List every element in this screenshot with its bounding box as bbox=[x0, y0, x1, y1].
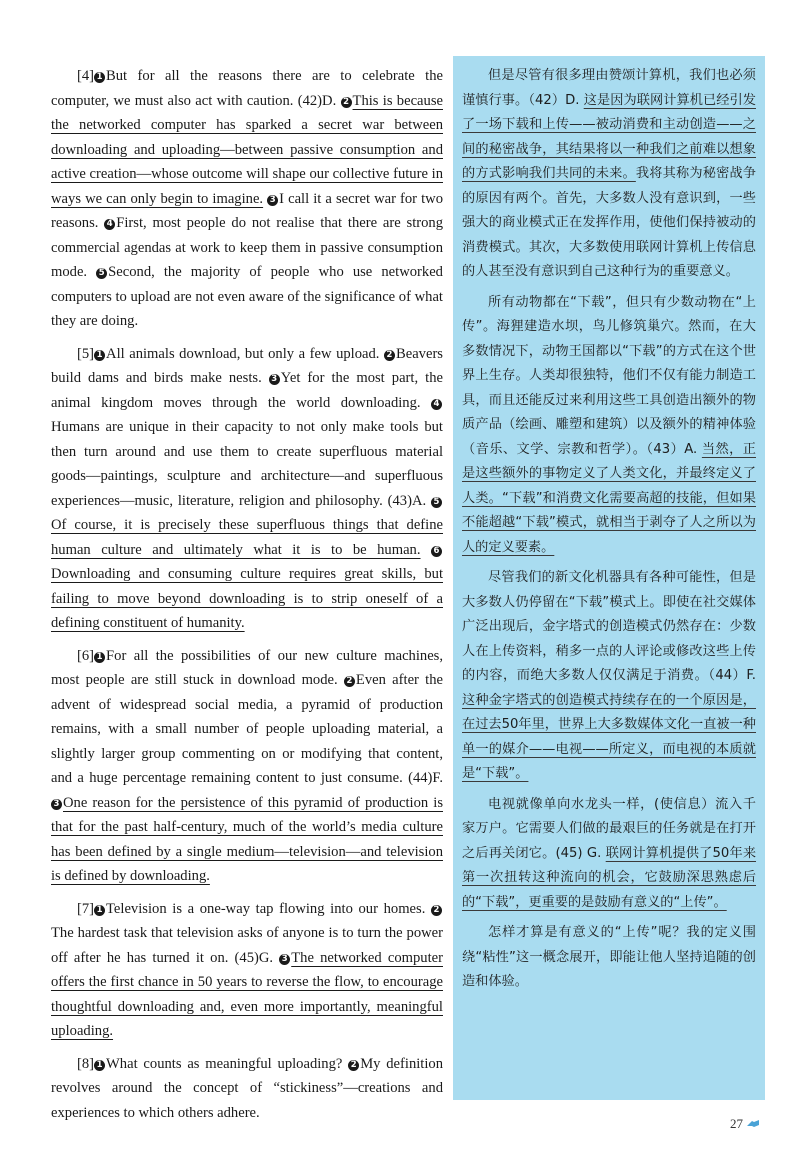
english-column bbox=[51, 64, 443, 1133]
sentence-marker-5: 5 bbox=[96, 268, 107, 279]
sentence-marker-1: 1 bbox=[94, 72, 105, 83]
paragraph-5: [5] 1 All animals download, but only a few upload. 2 Beavers build dams and birds make nests. 3 Yet for the most part, the animal kingdom moves through the world downloading. 4Humans are unique in their capacity to not only make tools but then turn around and use them to create superfluous material goods—paintings, sculpture and architecture—and superfluous experiences—music, literature, religion and philosophy. (43)A. 5Of course, it is precisely these superfluous things that define human culture and ultimately what it is to be human. 6Downloading and consuming culture requires great skills, but failing to move beyond downloading is to strip oneself of a defining constituent of humanity. bbox=[51, 345, 443, 631]
paragraph-6: [6] 1 For all the possibilities of our new culture machines, most people are still stuck in download mode. 2 Even after the advent of widespread social media, a pyramid of production remains, with a small number of people uploading material, a slightly larger group commenting on or modifying that content, and a huge percentage remaining content to just consume. (44)F. 3 One reason for the persistence of this pyramid of production is that for the past half-century, much of the world’s media culture has been defined by a single medium—television—and television is defined by downloading. bbox=[51, 647, 443, 884]
sentence-marker-4: 4 bbox=[431, 399, 442, 410]
underlined-translation: 这是因为联网计算机已经引发了一场下载和上传——被动消费和主动创造——之间的秘密战争，其结果将以一种我们之前难以想象的方式影响我们共同的未来。 bbox=[462, 92, 756, 181]
paragraph-number: [7] bbox=[77, 900, 95, 917]
paragraph-7: [7] 1 Television is a one-way tap flowing into our homes. 2The hardest task that television asks of anyone is to turn the power off after he has turned it on. (45)G. 3 The networked computer offers the first chance in 50 years to reverse the flow, to encourage thoughtful downloading and, even more importantly, meaningful uploading. bbox=[51, 900, 443, 1039]
underlined-sentence: This is because the networked computer has sparked a secret war between downloading and uploading—between passive consumption and active creation—whose outcome will shape our collective future in ways we can only begin to imagine. bbox=[51, 92, 443, 207]
underlined-translation: “下载”和消费文化需要高超的技能，但如果不能超越“下载”模式，就相当于剥夺了人之所以为人的定义要素。 bbox=[462, 490, 756, 555]
underlined-translation: 当然，正是这些额外的事物定义了人类文化，并最终定义了人类。 bbox=[462, 441, 756, 506]
chinese-translation-panel bbox=[453, 56, 765, 1100]
translation-paragraph-8: 怎样才算是有意义的“上传”呢？我的定义围绕“粘性”这一概念展开，即能让他人坚持追随的创造和体验。 bbox=[462, 925, 756, 989]
sentence-marker-5: 5 bbox=[431, 497, 442, 508]
sentence-marker-4: 4 bbox=[104, 219, 115, 230]
underlined-translation: 联网计算机提供了50年来第一次扭转这种流向的机会，它鼓励深思熟虑后的“下载”，更重要的是鼓励有意义的“上传”。 bbox=[462, 845, 757, 910]
paragraph-4: [4] 1 But for all the reasons there are to celebrate the computer, we must also act with caution. (42)D. 2 This is because the networked computer has sparked a secret war between downloading and uploading—between passive consumption and active creation—whose outcome will shape our collective future in ways we can only begin to imagine. 3 I call it a secret war for two reasons. 4 First, most people do not realise that there are strong commercial agendas at work to keep them in passive consumption mode. 5 Second, the majority of people who use networked computers to upload are not even aware of the significance of what they are doing. bbox=[51, 68, 444, 329]
sentence-marker-1: 1 bbox=[94, 1060, 105, 1071]
sentence-marker-3: 3 bbox=[267, 195, 278, 206]
sentence-marker-3: 3 bbox=[269, 374, 280, 385]
sentence-marker-3: 3 bbox=[51, 799, 62, 810]
sentence-marker-3: 3 bbox=[279, 954, 290, 965]
paragraph-number: [4] bbox=[77, 68, 95, 84]
paragraph-number: [5] bbox=[77, 345, 95, 362]
sentence-marker-2: 2 bbox=[344, 676, 355, 687]
sentence-marker-1: 1 bbox=[94, 652, 105, 663]
sentence-marker-1: 1 bbox=[94, 350, 105, 361]
underlined-sentence: The networked computer offers the first chance in 50 years to reverse the flow, to encourage thoughtful downloading and, even more importantly, meaningful uploading. bbox=[51, 949, 443, 1039]
translation-paragraph-7: 电视就像单向水龙头一样，(使信息）流入千家万户。它需要人们做的最艰巨的任务就是在打开之后再关闭它。(45) G. 联网计算机提供了50年来第一次扭转这种流向的机会，它鼓励深思熟虑后的“下载”，更重要的是鼓励有意义的“上传”。 bbox=[462, 796, 757, 910]
sentence-marker-2: 2 bbox=[384, 350, 395, 361]
paragraph-number: [8] bbox=[77, 1055, 95, 1072]
underlined-sentence: Of course, it is precisely these superfluous things that define human culture and ultimately what it is to be human. bbox=[51, 517, 443, 558]
underlined-sentence: Downloading and consuming culture requires great skills, but failing to move beyond downloading is to strip oneself of a defining constituent of humanity. bbox=[51, 566, 443, 631]
sentence-marker-2: 2 bbox=[431, 905, 442, 916]
translation-paragraph-6: 尽管我们的新文化机器具有各种可能性，但是大多数人仍停留在“下载”模式上。即使在社交媒体广泛出现后，金字塔式的创造模式仍然存在：少数人在上传资料，稍多一点的人评论或修改这些上传的内容，而绝大多数人仅仅满足于消费。（44）F. 这种金字塔式的创造模式持续存在的一个原因是，在过去50年里，世界上大多数媒体文化一直被一种单一的媒介——电视——所定义，而电视的本质就是“下载”。 bbox=[462, 570, 756, 781]
sentence-marker-1: 1 bbox=[94, 905, 105, 916]
book-corner-icon bbox=[746, 1119, 760, 1128]
page-number: 27 bbox=[730, 1116, 743, 1131]
translation-paragraph-4: 但是尽管有很多理由赞颂计算机，我们也必须谨慎行事。（42）D. 这是因为联网计算机已经引发了一场下载和上传——被动消费和主动创造——之间的秘密战争，其结果将以一种我们之前难以想象的方式影响我们共同的未来。我将其称为秘密战争的原因有两个。首先，大多数人没有意识到，一些强大的商业模式正在发挥作用，使他们保持被动的消费模式。其次，大多数使用联网计算机上传信息的人甚至没有意识到自己这种行为的重要意义。 bbox=[462, 68, 757, 279]
sentence-marker-6: 6 bbox=[431, 546, 442, 557]
paragraph-number: [6] bbox=[77, 647, 95, 664]
underlined-translation: 这种金字塔式的创造模式持续存在的一个原因是，在过去50年里，世界上大多数媒体文化一直被一种单一的媒介——电视——所定义，而电视的本质就是“下载”。 bbox=[462, 692, 756, 781]
sentence-marker-2: 2 bbox=[348, 1060, 359, 1071]
translation-paragraph-5: 所有动物都在“下载”，但只有少数动物在“上传”。海狸建造水坝，鸟儿修筑巢穴。然而，在大多数情况下，动物王国都以“下载”的方式在这个世界上生存。人类却很独特，他们不仅有能力制造工具，而且还能反过来利用这些工具创造出额外的物质产品（绘画、雕塑和建筑）以及额外的精神体验（音乐、文学、宗教和哲学）。（43）A. 当然，正是这些额外的事物定义了人类文化，并最终定义了人类。“下载”和消费文化需要高超的技能，但如果不能超越“下载”模式，就相当于剥夺了人之所以为人的定义要素。 bbox=[462, 294, 756, 555]
paragraph-8: [8] 1 What counts as meaningful uploading? 2 My definition revolves around the concept of “stickiness”—creations and experiences to which others adhere. bbox=[51, 1055, 443, 1121]
sentence-marker-2: 2 bbox=[341, 97, 352, 108]
underlined-sentence: One reason for the persistence of this pyramid of production is that for the past half-century, much of the world’s media culture has been defined by a single medium—television—and television is defined by downloading. bbox=[51, 794, 443, 884]
